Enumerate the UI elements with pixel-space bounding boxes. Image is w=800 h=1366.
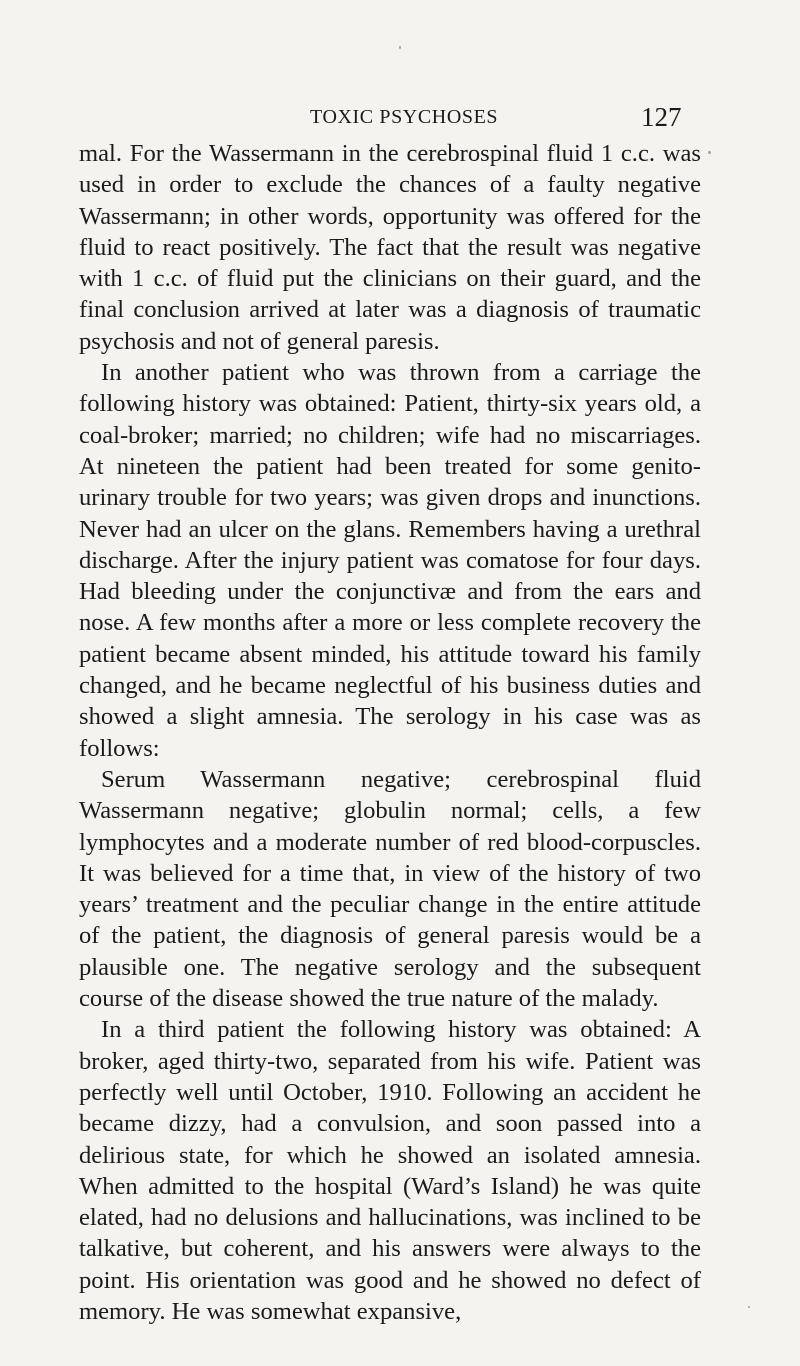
paragraph-continuation: mal. For the Wassermann in the cerebrospinal fluid 1 c.c. was used in order to exclude the chances of a faulty negative Wassermann; in other words, opportunity was offered for the fluid to react positively. The fact that the result was negative with 1 c.c. of fluid put the clinicians on their guard, and the final conclusion arrived at later was a diagnosis of traumatic psychosis and not of general paresis. [79, 140, 701, 355]
paper-speck [708, 151, 711, 154]
paper-speck [748, 1306, 750, 1308]
paragraph-second-patient-history: In another patient who was thrown from a carriage the following history was obtained: Patient, thirty-six years old, a coal-broker; married; no children; wife had no miscarriages. At nineteen the patient had been treated for some genito-urinary trouble for two years; was given drops and inunctions. Never had an ulcer on the glans. Remembers having a urethral discharge. After the injury patient was comatose for four days. Had bleeding under the conjunctivæ and from the ears and nose. A few months after a more or less complete recovery the patient became absent minded, his attitude toward his family changed, and he became neglectful of his business duties and showed a slight amnesia. The serology in his case was as follows: [79, 359, 701, 762]
paragraph-serology: Serum Wassermann negative; cerebrospinal fluid Wassermann negative; globulin normal; cells, a few lymphocytes and a moderate number of red blood-corpuscles. It was believed for a time that, in view of the history of two years’ treatment and the peculiar change in the entire attitude of the patient, the diagnosis of general paresis would be a plausible one. The negative serology and the subsequent course of the disease showed the true nature of the malady. [79, 765, 701, 1013]
body-text [79, 138, 701, 1327]
paper-speck [399, 46, 401, 49]
paragraph-third-patient-history: In a third patient the following history was obtained: A broker, aged thirty-two, separated from his wife. Patient was perfectly well until October, 1910. Following an accident he became dizzy, had a convulsion, and soon passed into a delirious state, for which he showed an isolated amnesia. When admitted to the hospital (Ward’s Island) he was quite elated, had no delusions and hallucinations, was inclined to be talkative, but coherent, and his answers were always to the point. His orientation was good and he showed no defect of memory. He was somewhat expansive, [79, 1016, 701, 1325]
page-number: 127 [641, 102, 682, 132]
running-title: TOXIC PSYCHOSES [310, 106, 499, 128]
running-header [0, 104, 800, 134]
